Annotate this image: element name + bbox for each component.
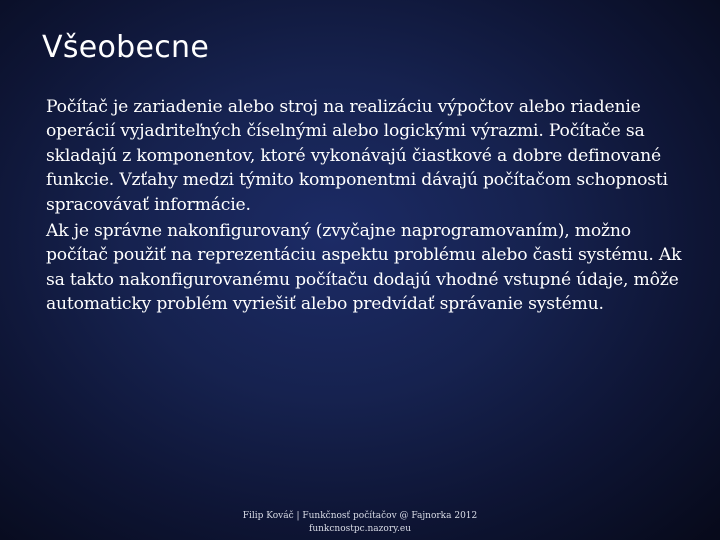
footer-website: funkcnostpc.nazory.eu [308,524,412,534]
slide-title: Všeobecne [42,30,210,65]
slide-footer [230,510,490,536]
footer-author-line: Filip Kováč | Funkčnosť počítačov @ Fajnorka 2012 [242,511,478,521]
slide-body [46,95,686,319]
body-paragraph-1: Počítač je zariadenie alebo stroj na realizáciu výpočtov alebo riadenie operácií vyjadriteľných číselnými alebo logickými výrazmi. Počítače sa skladajú z komponentov, ktoré vykonávajú čiastkové a dobre definované funkcie. Vzťahy medzi týmito komponentmi dávajú počítačom schopnosti spracovávať informácie. [46,97,668,215]
body-paragraph-2: Ak je správne nakonfigurovaný (zvyčajne naprogramovaním), možno počítač použiť na reprezentáciu aspektu problému alebo časti systému. Ak sa takto nakonfigurovanému počítaču dodajú vhodné vstupné údaje, môže automaticky problém vyriešiť alebo predvídať správanie systému. [46,221,682,315]
